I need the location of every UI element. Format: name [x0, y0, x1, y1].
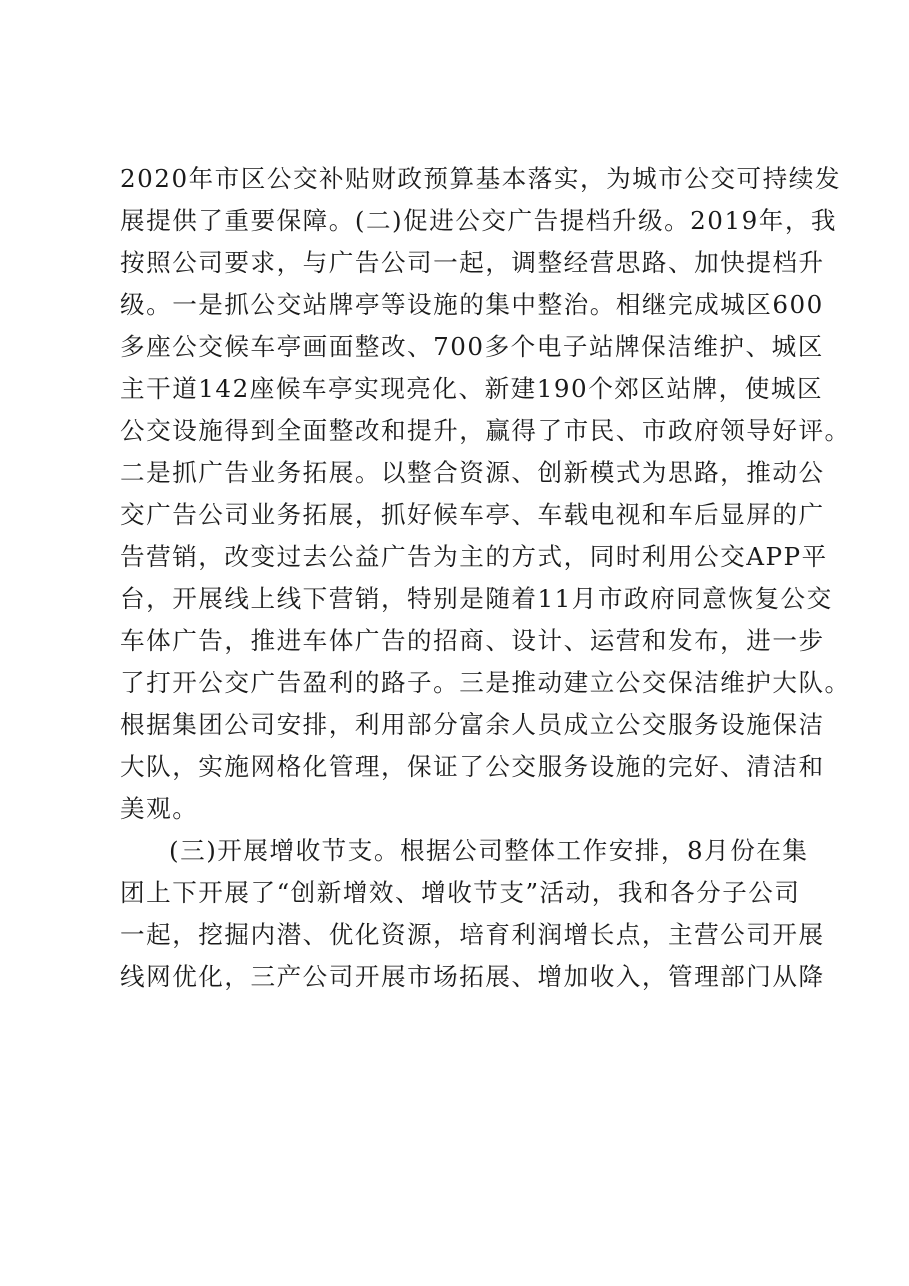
text-line: 告营销，改变过去公益广告为主的方式，同时利用公交APP平 — [120, 542, 828, 571]
text-line: 按照公司要求，与广告公司一起，调整经营思路、加快提档升 — [120, 248, 825, 277]
text-line: 2020年市区公交补贴财政预算基本落实，为城市公交可持续发 — [120, 164, 841, 193]
text-line: (三)开展增收节支。根据公司整体工作安排，8月份在集 — [169, 836, 809, 865]
text-line: 线网优化，三产公司开展市场拓展、增加收入，管理部门从降 — [120, 962, 825, 991]
text-line: 美观。 — [120, 794, 199, 823]
text-line: 车体广告，推进车体广告的招商、设计、运营和发布，进一步 — [120, 626, 825, 655]
body-text — [120, 158, 851, 998]
paragraph-2 — [120, 830, 825, 998]
text-line: 大队，实施网格化管理，保证了公交服务设施的完好、清洁和 — [120, 752, 825, 781]
text-line: 展提供了重要保障。(二)促进公交广告提档升级。2019年，我 — [120, 206, 838, 235]
paragraph-1 — [120, 158, 851, 830]
text-line: 台，开展线上线下营销，特别是随着11月市政府同意恢复公交 — [120, 584, 833, 613]
text-line: 交广告公司业务拓展，抓好候车亭、车载电视和车后显屏的广 — [120, 500, 825, 529]
text-line: 一起，挖掘内潜、优化资源，培育利润增长点，主营公司开展 — [120, 920, 825, 949]
text-line: 主干道142座候车亭实现亮化、新建190个郊区站牌，使城区 — [120, 374, 824, 403]
text-line: 二是抓广告业务拓展。以整合资源、创新模式为思路，推动公 — [120, 458, 825, 487]
text-line: 公交设施得到全面整改和提升，赢得了市民、市政府领导好评。 — [120, 416, 851, 445]
text-line: 根据集团公司安排，利用部分富余人员成立公交服务设施保洁 — [120, 710, 825, 739]
text-line: 多座公交候车亭画面整改、700多个电子站牌保洁维护、城区 — [120, 332, 824, 361]
text-line: 级。一是抓公交站牌亭等设施的集中整治。相继完成城区600 — [120, 290, 824, 319]
text-line: 团上下开展了“创新增效、增收节支”活动，我和各分子公司 — [120, 878, 801, 907]
text-line: 了打开公交广告盈利的路子。三是推动建立公交保洁维护大队。 — [120, 668, 851, 697]
